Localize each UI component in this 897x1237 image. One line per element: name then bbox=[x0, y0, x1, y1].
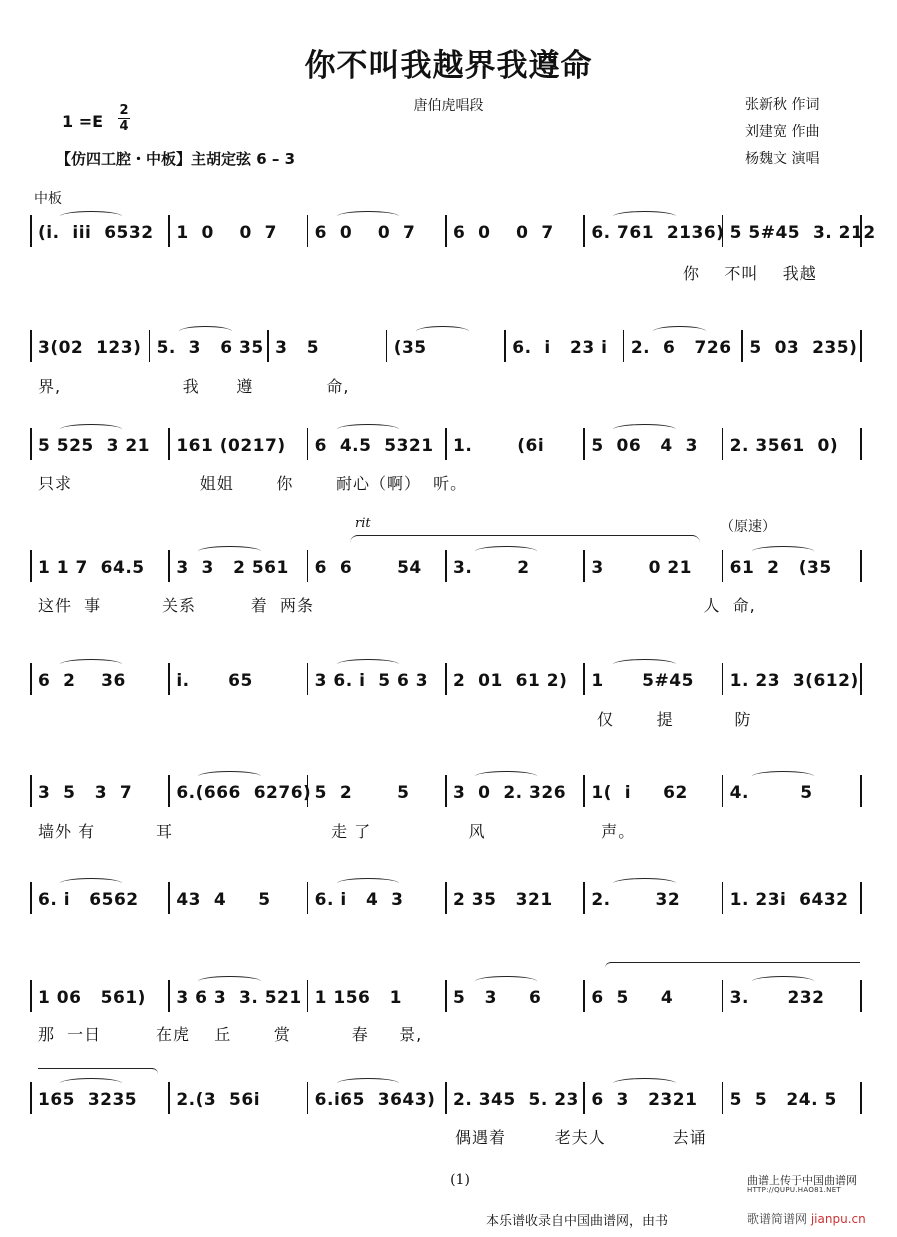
barline bbox=[445, 550, 447, 582]
watermark-site-domain: jianpu.cn bbox=[810, 1212, 866, 1226]
barline bbox=[168, 550, 170, 582]
barline bbox=[583, 1082, 585, 1114]
footer-note: 本乐谱收录自中国曲谱网，由书 bbox=[486, 1214, 669, 1229]
slur-mark bbox=[475, 546, 537, 557]
slur-mark bbox=[613, 211, 675, 222]
measure-notes: 3. 232 bbox=[729, 988, 825, 1008]
barline bbox=[860, 663, 862, 695]
tie-mark bbox=[605, 962, 860, 969]
yuansu-mark: （原速） bbox=[720, 519, 776, 535]
slur-mark bbox=[416, 326, 469, 337]
barline bbox=[168, 215, 170, 247]
barline bbox=[445, 775, 447, 807]
slur-mark bbox=[653, 326, 706, 337]
credit-composer: 刘建宽 作曲 bbox=[745, 124, 820, 140]
measure-notes: 5 3 6 bbox=[453, 988, 542, 1008]
slur-mark bbox=[613, 659, 675, 670]
measure-notes: 3 3 2 561 bbox=[176, 558, 289, 578]
barline bbox=[722, 550, 724, 582]
barline bbox=[30, 882, 32, 914]
measure-notes: 2 35 321 bbox=[453, 890, 553, 910]
barline bbox=[583, 215, 585, 247]
measure-notes: 2. 6 726 bbox=[630, 338, 732, 358]
barline bbox=[30, 428, 32, 460]
measure-notes: 6 2 36 bbox=[38, 671, 126, 691]
barline bbox=[307, 663, 309, 695]
mode-line: 【仿四工腔・中板】主胡定弦 6 – 3 bbox=[56, 150, 296, 168]
score-system bbox=[30, 215, 876, 255]
slur-mark bbox=[752, 546, 814, 557]
barline bbox=[583, 775, 585, 807]
lyrics-line: 那 一日 在虎 丘 赏 春 景, bbox=[38, 1025, 423, 1044]
slur-mark bbox=[752, 771, 814, 782]
measure-notes: 1 1 7 64.5 bbox=[38, 558, 145, 578]
measure-notes: 5 525 3 21 bbox=[38, 436, 150, 456]
rit-line bbox=[350, 535, 700, 544]
measure-notes: 3 5 3 7 bbox=[38, 783, 133, 803]
barline bbox=[168, 663, 170, 695]
slur-mark bbox=[60, 659, 122, 670]
lyrics-line: 墙外 有 耳 走 了 风 声。 bbox=[38, 822, 636, 841]
lyrics-line: 偶遇着 老夫人 去诵 bbox=[455, 1128, 707, 1147]
measure-notes: 3. 2 bbox=[453, 558, 530, 578]
slur-mark bbox=[198, 771, 260, 782]
lyrics-line: 只求 姐姐 你 耐心（啊） 听。 bbox=[38, 474, 468, 493]
score-system bbox=[30, 775, 865, 815]
credit-lyricist: 张新秋 作词 bbox=[745, 97, 820, 113]
watermark-line-2: HTTP://QUPU.HAO81.NET bbox=[747, 1186, 841, 1194]
measure-notes: 6 4.5 5321 bbox=[314, 436, 434, 456]
measure-notes: i. 65 bbox=[176, 671, 253, 691]
slur-mark bbox=[337, 878, 399, 889]
barline bbox=[583, 980, 585, 1012]
key-signature: 1 =E bbox=[62, 112, 104, 131]
barline bbox=[168, 775, 170, 807]
barline bbox=[307, 215, 309, 247]
measure-notes: 5 06 4 3 bbox=[591, 436, 698, 456]
song-subtitle: 唐伯虎唱段 bbox=[413, 98, 484, 114]
barline bbox=[860, 330, 862, 362]
measure-notes: 61 2 (35 bbox=[729, 558, 832, 578]
tempo-mark: 中板 bbox=[34, 191, 62, 207]
measure-notes: 3(02 123) bbox=[38, 338, 142, 358]
slur-mark bbox=[198, 976, 260, 987]
slur-mark bbox=[752, 976, 814, 987]
barline bbox=[445, 215, 447, 247]
measure-notes: 1. (6i bbox=[453, 436, 545, 456]
slur-mark bbox=[337, 424, 399, 435]
barline bbox=[623, 330, 625, 362]
measure-notes: 6 0 0 7 bbox=[453, 223, 554, 243]
measure-notes: 43 4 5 bbox=[176, 890, 271, 910]
slur-mark bbox=[60, 424, 122, 435]
barline bbox=[307, 882, 309, 914]
slur-mark bbox=[179, 326, 232, 337]
barline bbox=[30, 775, 32, 807]
slur-mark bbox=[613, 878, 675, 889]
barline bbox=[30, 663, 32, 695]
lyrics-line: 你 不叫 我越 bbox=[683, 264, 817, 283]
measure-notes: 6.(666 6276) bbox=[176, 783, 312, 803]
measure-notes: 2. 345 5. 23 bbox=[453, 1090, 579, 1110]
barline bbox=[722, 980, 724, 1012]
barline bbox=[386, 330, 388, 362]
barline bbox=[722, 428, 724, 460]
slur-mark bbox=[60, 1078, 122, 1089]
barline bbox=[307, 980, 309, 1012]
barline bbox=[445, 1082, 447, 1114]
barline bbox=[307, 1082, 309, 1114]
barline bbox=[583, 882, 585, 914]
measure-notes: 6 0 0 7 bbox=[314, 223, 416, 243]
lyrics-line: 界, 我 遵 命, bbox=[38, 377, 350, 396]
barline bbox=[860, 980, 862, 1012]
barline bbox=[860, 882, 862, 914]
slur-mark bbox=[613, 424, 675, 435]
measure-notes: 4. 5 bbox=[729, 783, 813, 803]
slur-mark bbox=[337, 1078, 399, 1089]
barline bbox=[30, 980, 32, 1012]
lyrics-line: 这件 事 关系 着 两条 人 命, bbox=[38, 596, 756, 615]
measure-notes: 3 5 bbox=[275, 338, 320, 358]
measure-notes: 2.(3 56i bbox=[176, 1090, 261, 1110]
measure-notes: 5. 3 6 35 bbox=[156, 338, 264, 358]
barline bbox=[741, 330, 743, 362]
barline bbox=[30, 550, 32, 582]
barline bbox=[504, 330, 506, 362]
slur-mark bbox=[60, 878, 122, 889]
barline bbox=[168, 1082, 170, 1114]
song-title: 你不叫我越界我遵命 bbox=[304, 48, 593, 84]
measure-notes: 5 5 24. 5 bbox=[729, 1090, 837, 1110]
slur-mark bbox=[198, 546, 260, 557]
measure-notes: (i. iii 6532 bbox=[38, 223, 154, 243]
measure-notes: 3 0 21 bbox=[591, 558, 692, 578]
measure-notes: 3 0 2. 326 bbox=[453, 783, 567, 803]
score-system bbox=[30, 1082, 865, 1122]
time-top: 2 bbox=[119, 103, 129, 118]
watermark-line-3 bbox=[747, 1210, 866, 1227]
barline bbox=[860, 428, 862, 460]
barline bbox=[445, 428, 447, 460]
slur-mark bbox=[613, 1078, 675, 1089]
measure-notes: 6. i 6562 bbox=[38, 890, 139, 910]
barline bbox=[583, 550, 585, 582]
time-bottom: 4 bbox=[119, 119, 129, 134]
measure-notes: 1 06 561) bbox=[38, 988, 146, 1008]
page-number: (1) bbox=[450, 1172, 470, 1188]
barline bbox=[860, 1082, 862, 1114]
measure-notes: 3 6 3 3. 521 bbox=[176, 988, 302, 1008]
measure-notes: 1. 23i 6432 bbox=[729, 890, 849, 910]
barline bbox=[722, 1082, 724, 1114]
barline bbox=[168, 980, 170, 1012]
measure-notes: 165 3235 bbox=[38, 1090, 138, 1110]
measure-notes: 1. 23 3(612) bbox=[729, 671, 859, 691]
barline bbox=[860, 775, 862, 807]
measure-notes: 2 01 61 2) bbox=[453, 671, 568, 691]
time-signature bbox=[118, 104, 130, 133]
measure-notes: 2. 32 bbox=[591, 890, 681, 910]
measure-notes: 1 0 0 7 bbox=[176, 223, 277, 243]
measure-notes: 1 5#45 bbox=[591, 671, 694, 691]
barline bbox=[307, 550, 309, 582]
measure-notes: (35 bbox=[393, 338, 427, 358]
credit-singer: 杨魏文 演唱 bbox=[745, 151, 820, 167]
barline bbox=[267, 330, 269, 362]
measure-notes: 5 5#45 3. 212 bbox=[729, 223, 876, 243]
barline bbox=[168, 428, 170, 460]
barline bbox=[149, 330, 151, 362]
measure-notes: 161 (0217) bbox=[176, 436, 286, 456]
barline bbox=[583, 428, 585, 460]
measure-notes: 1 156 1 bbox=[314, 988, 402, 1008]
measure-notes: 6 5 4 bbox=[591, 988, 674, 1008]
barline bbox=[30, 1082, 32, 1114]
slur-mark bbox=[337, 211, 399, 222]
score-system bbox=[30, 330, 865, 370]
barline bbox=[445, 980, 447, 1012]
watermark-site-name: 歌谱简谱网 bbox=[747, 1212, 808, 1226]
barline bbox=[860, 550, 862, 582]
measure-notes: 5 2 5 bbox=[314, 783, 410, 803]
score-system bbox=[30, 980, 865, 1020]
measure-notes: 3 6. i 5 6 3 bbox=[314, 671, 429, 691]
barline bbox=[307, 428, 309, 460]
barline bbox=[445, 663, 447, 695]
lyrics-line: 仅 提 防 bbox=[597, 710, 752, 729]
credits bbox=[745, 92, 819, 173]
barline bbox=[30, 330, 32, 362]
measure-notes: 6. 761 2136) bbox=[591, 223, 725, 243]
measure-notes: 6 6 54 bbox=[314, 558, 422, 578]
slur-mark bbox=[475, 976, 537, 987]
rit-mark: rit bbox=[355, 516, 371, 531]
measure-notes: 6 3 2321 bbox=[591, 1090, 698, 1110]
barline bbox=[168, 882, 170, 914]
watermark-line-1: 曲谱上传于中国曲谱网 bbox=[747, 1174, 857, 1187]
barline bbox=[583, 663, 585, 695]
barline bbox=[30, 215, 32, 247]
measure-notes: 6. i 23 i bbox=[512, 338, 608, 358]
slur-mark bbox=[475, 771, 537, 782]
slur-mark bbox=[337, 659, 399, 670]
barline bbox=[722, 775, 724, 807]
measure-notes: 2. 3561 0) bbox=[729, 436, 839, 456]
measure-notes: 5 03 235) bbox=[749, 338, 858, 358]
barline bbox=[445, 882, 447, 914]
score-system bbox=[30, 882, 865, 922]
score-system bbox=[30, 663, 865, 703]
measure-notes: 1( i 62 bbox=[591, 783, 688, 803]
barline bbox=[722, 882, 724, 914]
barline bbox=[722, 663, 724, 695]
score-system bbox=[30, 428, 865, 468]
score-system bbox=[30, 550, 865, 590]
slur-mark bbox=[60, 211, 122, 222]
measure-notes: 6.i65 3643) bbox=[314, 1090, 436, 1110]
tie-mark bbox=[38, 1068, 158, 1075]
measure-notes: 6. i 4 3 bbox=[314, 890, 404, 910]
